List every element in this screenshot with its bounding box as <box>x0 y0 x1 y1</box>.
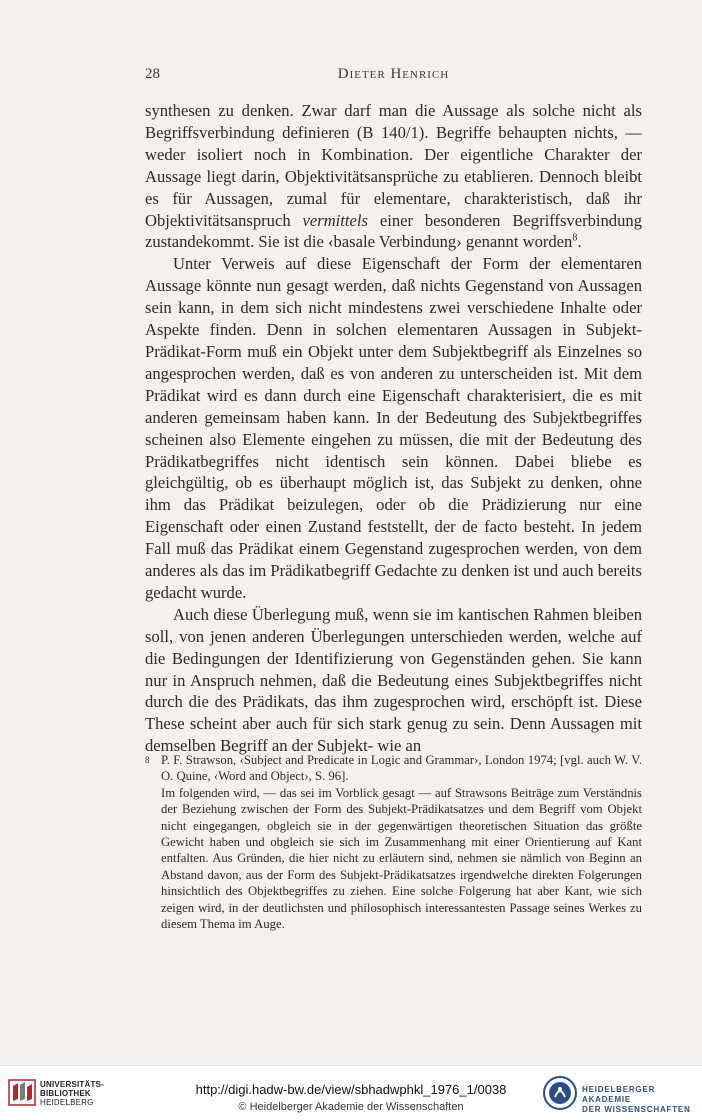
permalink-url[interactable]: http://digi.hadw-bw.de/view/sbhadwphkl_1976_1/0038 <box>195 1082 507 1097</box>
footnote-area <box>145 752 642 932</box>
running-head-author: Dieter Henrich <box>337 66 450 82</box>
emphasis-vermittels: vermittels <box>302 210 368 230</box>
footnote-mark: 8 <box>145 755 150 765</box>
page-number: 28 <box>145 66 160 82</box>
academy-seal-icon[interactable] <box>542 1075 578 1111</box>
copyright-notice: © Heidelberger Akademie der Wissenschaften <box>238 1101 464 1113</box>
paragraph-2: Unter Verweis auf diese Eigenschaft der Form der elementaren Aussage könnte nun gesagt werden, daß nichts Gegenstand von Aussagen sein kann, in dem sich nicht mindestens zwei verschiedene Inhalte oder Aspekte finden. Denn in solchen elementaren Aussagen in Subjekt-Prädikat-Form muß ein Objekt unter dem Subjektbegriff als Einzelnes so angesprochen werden, daß es von anderen zu unterscheiden ist. Mit dem Prädikat wird es dann durch eine Eigenschaft charakterisiert, die es mit anderen gemeinsam haben kann. In der Bedeutung des Subjektbegriffes scheinen also Elemente eingehen zu müssen, die mit der Bedeutung des Prädikatbegriffes nicht identisch sein können. Dabei bliebe es gleichgültig, ob es überhaupt möglich ist, das Subjekt zu denken, ohne ihm das Prädikat beizulegen, oder ob die Prädizierung nur eine Eigenschaft oder einen Zustand feststellt, der de facto besteht. In jedem Fall muß das Prädikat einem Gegenstand zugesprochen werden, von dem anderes als das im Prädikatbegriff Gedachte zu denken ist und auch bereits gedacht wurde. <box>145 254 642 602</box>
footnote-citation: P. F. Strawson, ‹Subject and Predicate in Logic and Grammar›, London 1974; [vgl. auch W. V. O. Quine, ‹Word and Object›, S. 96]. <box>161 753 642 784</box>
main-text <box>145 100 642 757</box>
paragraph-1: synthesen zu denken. Zwar darf man die Aussage als solche nicht als Begriffsverbindung definieren (B 140/1). Begriffe behaupten nichts, — weder isoliert noch in Kombination. Der eigentliche Charakter der Aussage liegt darin, Objektivitätsansprüche zu etablieren. Dennoch bleibt es für Aussagen, zumal für elementare, charakteristisch, daß ihr Objektivitätsanspruch vermittels einer besonderen Begriffsverbindung zustandekommt. Sie ist die ‹basale Verbindung› genannt worden$^8$. <box>145 101 642 252</box>
academy-name: HEIDELBERGER AKADEMIE DER WISSENSCHAFTEN <box>582 1085 691 1114</box>
viewer-footer <box>0 1065 702 1120</box>
university-library-name: UNIVERSITÄTS- BIBLIOTHEK HEIDELBERG <box>40 1080 104 1107</box>
footnote-reference[interactable]: 8 <box>572 232 578 244</box>
footnote-text: Im folgenden wird, — das sei im Vorblick gesagt — auf Strawsons Beiträge zum Verständnis der Beziehung zwischen der Form des Subjekt-Prädikatsatzes und dem Begriff vom Objekt nicht eingegangen, obgleich sie in der gegenwärtigen theoretischen Situation das größte Gewicht haben und obgleich sie sich im Zusammenhang mit einer Orientierung auf Kant entfalten. Aus Gründen, die hier nicht zu erläutern sind, nehmen sie nämlich von Beginn an Abstand davon, aus der Form des Subjekt-Prädikatsatzes irgendwelche direkten Folgerungen hinsichtlich des Objektbegriffes zu ziehen. Eine solche Folgerung hat aber Kant, wie sich zeigen wird, in der deutlichsten und philosophisch interessantesten Passage seines Werkes zu diesem Thema im Auge. <box>161 785 642 932</box>
footnote-8 <box>161 752 642 932</box>
paragraph-3: Auch diese Überlegung muß, wenn sie im kantischen Rahmen bleiben soll, von jenen anderen Überlegungen unterschieden werden, welche auf die Bedingungen der Identifizierung von Gegenständen gehen. Sie kann nur in Anspruch nehmen, daß die Bedeutung eines Subjektbegriffes nicht durch die des Prädikats, das ihm zugesprochen wird, erschöpft ist. Diese These scheint aber auch für sich stark genug zu sein. Denn Aussagen mit demselben Begriff an der Subjekt- wie an <box>145 604 642 756</box>
